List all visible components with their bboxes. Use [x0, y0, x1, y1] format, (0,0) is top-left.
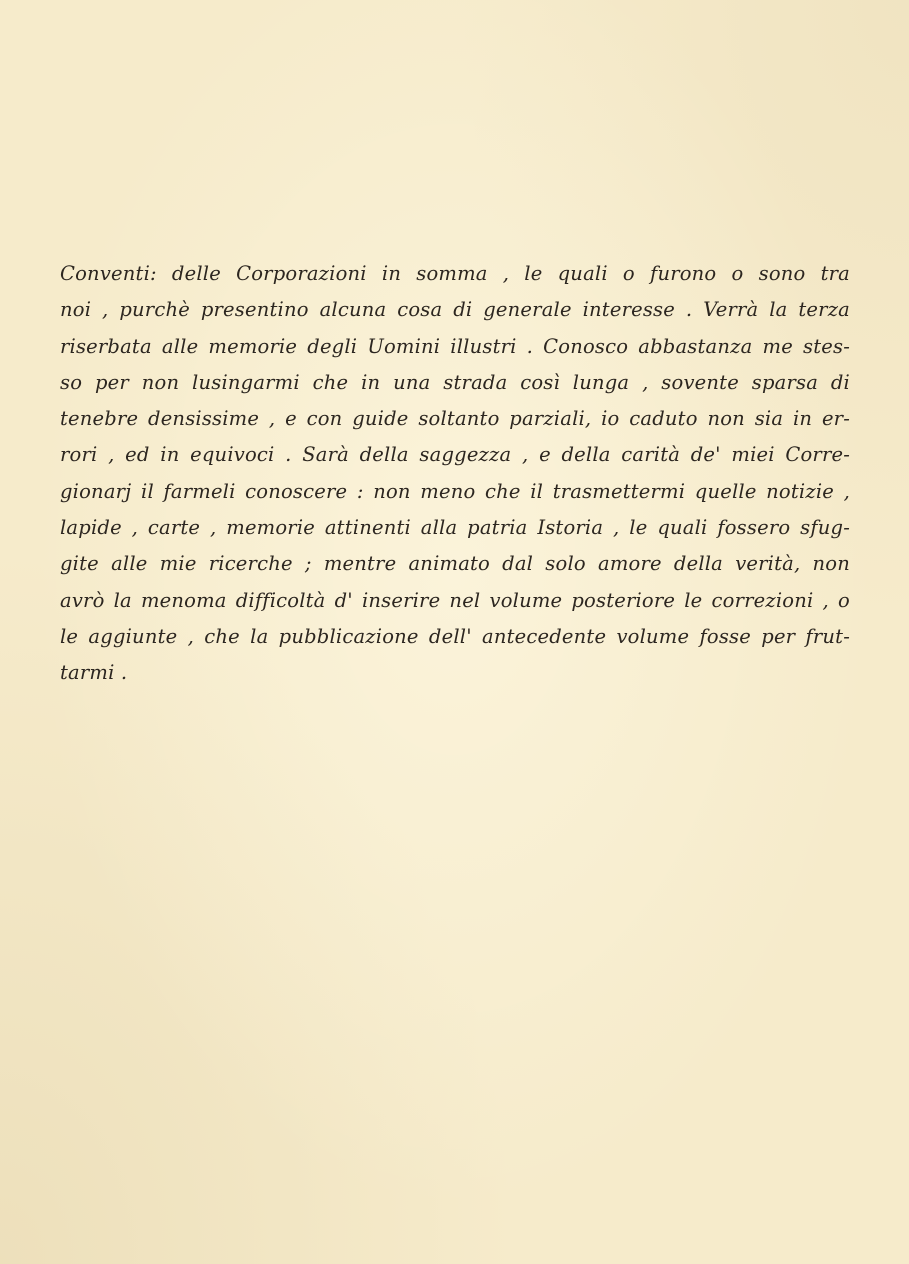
text-line-4: so per non lusingarmi che in una strada così lunga , sovente sparsa di — [60, 370, 850, 394]
text-line-10: avrò la menoma difficoltà d' inserire nel volume posteriore le correzioni , o — [60, 588, 850, 612]
text-line-12: tarmi . — [60, 661, 128, 685]
text-line-7: gionarj il farmeli conoscere : non meno che il trasmettermi quelle notizie , — [60, 479, 850, 503]
text-line-1: Conventi: delle Corporazioni in somma , le quali o furono o sono tra — [60, 262, 850, 285]
text-line-3: riserbata alle memorie degli Uomini illustri . Conosco abbastanza me stes- — [60, 334, 850, 358]
text-line-6: rori , ed in equivoci . Sarà della saggezza , e della carità de' miei Corre- — [60, 443, 850, 467]
text-line-5: tenebre densissime , e con guide soltanto parziali, io caduto non sia in er- — [60, 407, 850, 431]
text-line-9: gite alle mie ricerche ; mentre animato dal solo amore della verità, non — [60, 552, 850, 576]
text-line-8: lapide , carte , memorie attinenti alla patria Istoria , le quali fossero sfug- — [60, 516, 850, 540]
text-line-11: le aggiunte , che la pubblicazione dell' antecedente volume fosse per frut- — [60, 624, 850, 648]
body-text — [60, 256, 850, 692]
text-line-2: noi , purchè presentino alcuna cosa di generale interesse . Verrà la terza — [60, 298, 850, 322]
